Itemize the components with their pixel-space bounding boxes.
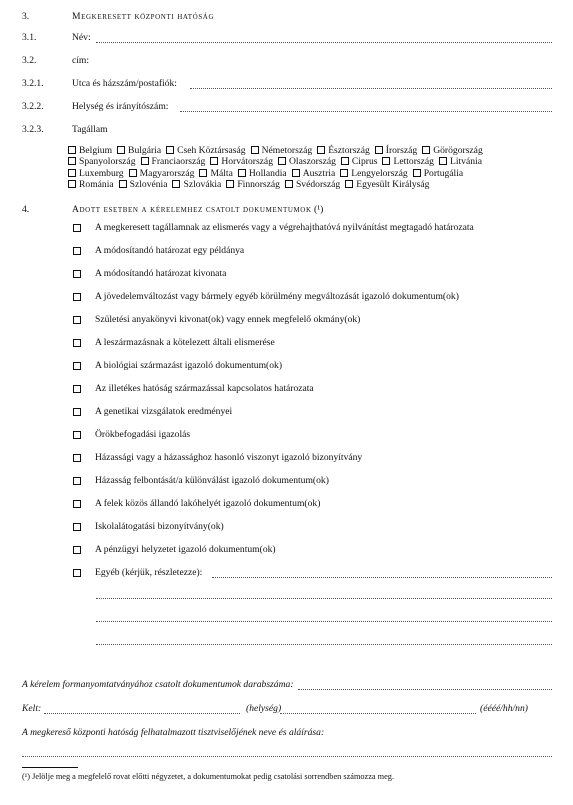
document-checkbox[interactable] bbox=[73, 431, 81, 439]
member-state-row bbox=[68, 145, 483, 156]
document-checkbox[interactable] bbox=[73, 316, 81, 324]
member-state-label: Finnország bbox=[237, 178, 280, 190]
date-input[interactable] bbox=[280, 713, 476, 714]
member-state-label: Ciprus bbox=[351, 156, 378, 168]
member-state-label: Ausztria bbox=[302, 167, 336, 179]
member-state-label: Hollandia bbox=[248, 167, 287, 179]
place-input[interactable] bbox=[44, 713, 240, 714]
document-label: Házasság felbontását/a különválást igazoló dokumentum(ok) bbox=[95, 475, 329, 486]
member-state-checkbox[interactable] bbox=[119, 180, 127, 188]
document-label: Házassági vagy a házassághoz hasonló viszonyt igazoló bizonyítvány bbox=[95, 452, 363, 463]
member-state-checkbox[interactable] bbox=[210, 157, 218, 165]
member-state-checkbox[interactable] bbox=[129, 169, 137, 177]
member-state-label: Magyarország bbox=[139, 167, 195, 179]
document-count-input[interactable] bbox=[298, 689, 552, 690]
member-state-label: Svédország bbox=[295, 178, 341, 190]
section-4-heading bbox=[72, 204, 323, 215]
member-state-checkbox[interactable] bbox=[68, 180, 76, 188]
member-state-label: Románia bbox=[79, 178, 114, 190]
field-3-1-number: 3.1. bbox=[22, 32, 37, 43]
member-state-checkbox[interactable] bbox=[340, 169, 348, 177]
member-state-checkbox[interactable] bbox=[382, 157, 390, 165]
document-label: A leszármazásnak a kötelezett általi elismerése bbox=[95, 337, 275, 348]
member-state-checkbox[interactable] bbox=[292, 169, 300, 177]
place-hint: (helység) bbox=[246, 703, 282, 714]
document-checkbox[interactable] bbox=[73, 293, 81, 301]
member-state-label: Tagállam bbox=[72, 124, 108, 135]
member-state-checkbox[interactable] bbox=[166, 146, 174, 154]
document-label: A biológiai származást igazoló dokumentum(ok) bbox=[95, 360, 283, 371]
other-details-input[interactable] bbox=[212, 577, 552, 578]
section-4-number: 4. bbox=[22, 204, 30, 215]
member-state-checkbox[interactable] bbox=[238, 169, 246, 177]
member-state-checkbox[interactable] bbox=[439, 157, 447, 165]
footnote-text: Jelölje meg a megfelelő rovat előtti négyzetet, a dokumentumokat pedig csatolási sorrendben számozza meg. bbox=[32, 772, 395, 781]
document-checkbox[interactable] bbox=[73, 500, 81, 508]
member-state-label: Egyesült Királyság bbox=[356, 178, 430, 190]
member-state-label: Franciaország bbox=[151, 156, 206, 168]
field-3-2-1-number: 3.2.1. bbox=[22, 78, 44, 89]
signature-input[interactable] bbox=[22, 756, 552, 757]
document-label: A módosítandó határozat kivonata bbox=[95, 268, 227, 279]
document-checkbox[interactable] bbox=[73, 224, 81, 232]
member-state-checkbox[interactable] bbox=[413, 169, 421, 177]
document-checkbox[interactable] bbox=[73, 247, 81, 255]
member-state-label: Litvánia bbox=[449, 156, 482, 168]
city-postcode-input[interactable] bbox=[180, 111, 552, 112]
section-4-title: Adott esetben a kérelemhez csatolt dokumentumok bbox=[72, 204, 312, 215]
member-state-row bbox=[68, 168, 463, 179]
field-3-2-3-number: 3.2.3. bbox=[22, 124, 44, 135]
member-state-checkbox[interactable] bbox=[278, 157, 286, 165]
member-state-label: Luxemburg bbox=[79, 167, 124, 179]
member-state-checkbox[interactable] bbox=[199, 169, 207, 177]
member-state-label: Spanyolország bbox=[79, 156, 136, 168]
member-state-label: Németország bbox=[261, 145, 313, 156]
document-checkbox[interactable] bbox=[73, 569, 81, 577]
document-label: Az illetékes hatóság származással kapcsolatos határozata bbox=[95, 383, 314, 394]
member-state-label: Portugália bbox=[423, 167, 464, 179]
document-checkbox[interactable] bbox=[73, 270, 81, 278]
document-checkbox[interactable] bbox=[73, 546, 81, 554]
member-state-label: Lengyelország bbox=[351, 167, 408, 179]
other-details-line-1[interactable] bbox=[96, 598, 552, 599]
member-state-label: Szlovákia bbox=[183, 178, 222, 190]
member-state-checkbox[interactable] bbox=[172, 180, 180, 188]
member-state-label: Észtország bbox=[328, 145, 370, 156]
member-state-checkbox[interactable] bbox=[422, 146, 430, 154]
member-state-label: Görögország bbox=[433, 145, 483, 156]
signature-label: A megkereső központi hatóság felhatalmazott tisztviselőjének neve és aláírása: bbox=[22, 727, 325, 738]
document-label: A módosítandó határozat egy példánya bbox=[95, 245, 245, 256]
member-state-label: Málta bbox=[210, 167, 233, 179]
document-checkbox[interactable] bbox=[73, 523, 81, 531]
date-place-label: Kelt: bbox=[22, 703, 42, 714]
member-state-checkbox[interactable] bbox=[141, 157, 149, 165]
member-state-label: Bulgária bbox=[128, 145, 162, 156]
city-postcode-label: Helység és irányítószám: bbox=[72, 101, 169, 112]
field-3-2-2-number: 3.2.2. bbox=[22, 101, 44, 112]
other-details-line-2[interactable] bbox=[96, 621, 552, 622]
member-state-checkbox[interactable] bbox=[317, 146, 325, 154]
document-label: A genetikai vizsgálatok eredményei bbox=[95, 406, 233, 417]
document-label: A felek közös állandó lakóhelyét igazoló dokumentum(ok) bbox=[95, 498, 321, 509]
member-state-label: Írország bbox=[385, 145, 418, 156]
section-3-title: Megkeresett központi hatóság bbox=[72, 11, 215, 22]
document-label: A megkeresett tagállamnak az elismerés vagy a végrehajthatóvá nyilvánítást megtagadó határozata bbox=[95, 222, 474, 233]
document-checkbox[interactable] bbox=[73, 477, 81, 485]
document-checkbox[interactable] bbox=[73, 454, 81, 462]
member-state-checkbox[interactable] bbox=[345, 180, 353, 188]
member-state-checkbox[interactable] bbox=[68, 146, 76, 154]
street-input[interactable] bbox=[190, 88, 552, 89]
member-state-label: Horvátország bbox=[221, 156, 273, 168]
field-3-2-number: 3.2. bbox=[22, 55, 37, 66]
member-state-checkbox[interactable] bbox=[341, 157, 349, 165]
member-state-checkbox[interactable] bbox=[285, 180, 293, 188]
name-label: Név: bbox=[72, 32, 91, 43]
member-state-label: Belgium bbox=[79, 145, 113, 156]
document-checkbox[interactable] bbox=[73, 339, 81, 347]
date-format-hint: (éééé/hh/nn) bbox=[480, 703, 528, 714]
member-state-checkbox[interactable] bbox=[68, 157, 76, 165]
document-label: A pénzügyi helyzetet igazoló dokumentum(ok) bbox=[95, 544, 276, 555]
document-checkbox[interactable] bbox=[73, 362, 81, 370]
document-checkbox[interactable] bbox=[73, 385, 81, 393]
document-label: Örökbefogadási igazolás bbox=[95, 429, 191, 440]
member-state-checkbox[interactable] bbox=[375, 146, 383, 154]
document-label: A jövedelemváltozást vagy bármely egyéb körülmény megváltozását igazoló dokumentum(ok) bbox=[95, 291, 459, 302]
member-state-checkbox[interactable] bbox=[117, 146, 125, 154]
footnote bbox=[22, 772, 394, 781]
street-label: Utca és házszám/postafiók: bbox=[72, 78, 177, 89]
member-state-checkbox[interactable] bbox=[68, 169, 76, 177]
document-checkbox[interactable] bbox=[73, 408, 81, 416]
member-state-label: Olaszország bbox=[289, 156, 336, 168]
document-label: Születési anyakönyvi kivonat(ok) vagy ennek megfelelő okmány(ok) bbox=[95, 314, 361, 325]
member-state-row bbox=[68, 179, 429, 190]
member-state-label: Cseh Köztársaság bbox=[177, 145, 246, 156]
document-count-label: A kérelem formanyomtatványához csatolt dokumentumok darabszáma: bbox=[22, 679, 294, 690]
footnote-mark: (¹) bbox=[22, 772, 31, 781]
section-3-number: 3. bbox=[22, 11, 30, 22]
member-state-row bbox=[68, 156, 482, 167]
member-state-checkbox[interactable] bbox=[251, 146, 259, 154]
footnote-rule bbox=[22, 767, 78, 768]
name-input[interactable] bbox=[96, 42, 552, 43]
member-state-label: Szlovénia bbox=[129, 178, 168, 190]
section-4-footnote-ref: (¹) bbox=[314, 204, 324, 215]
document-label: Iskolalátogatási bizonyítvány(ok) bbox=[95, 521, 224, 532]
other-details-line-3[interactable] bbox=[96, 644, 552, 645]
address-label: cím: bbox=[72, 55, 90, 66]
member-state-checkbox[interactable] bbox=[226, 180, 234, 188]
document-label: Egyéb (kérjük, részletezze): bbox=[95, 567, 203, 578]
member-state-label: Lettország bbox=[393, 156, 434, 168]
